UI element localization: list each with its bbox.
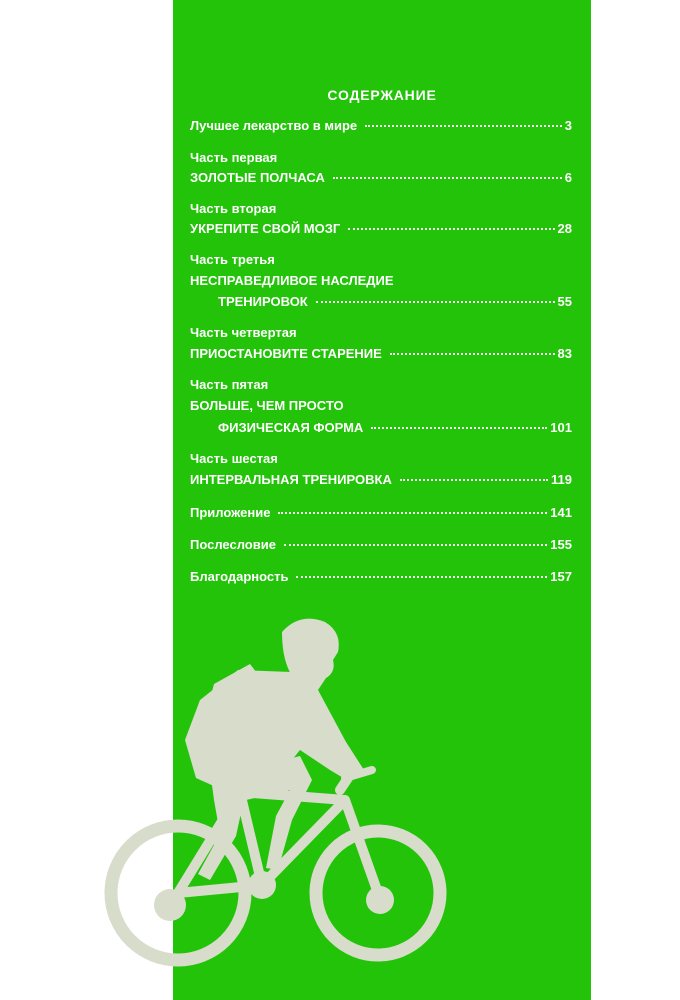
dot-leader — [365, 124, 562, 127]
toc-entry-page: 101 — [550, 420, 572, 435]
toc-entry-part3[interactable] — [218, 294, 572, 310]
dot-leader — [296, 575, 547, 578]
toc-entry-appendix[interactable] — [190, 505, 572, 521]
dot-leader — [400, 478, 548, 481]
toc-entry-name: Благодарность — [190, 569, 289, 584]
toc-entry-name: ЗОЛОТЫЕ ПОЛЧАСА — [190, 170, 325, 185]
toc-entry-page: 155 — [550, 537, 572, 552]
dot-leader — [371, 426, 547, 429]
part-label: Часть вторая — [190, 201, 277, 216]
dot-leader — [333, 176, 562, 179]
toc-title: СОДЕРЖАНИЕ — [327, 87, 437, 103]
toc-entry-page: 28 — [557, 221, 572, 236]
toc-entry-page: 119 — [551, 472, 572, 487]
rear-hub — [154, 889, 186, 921]
toc-entry-part1[interactable] — [190, 170, 572, 186]
toc-entry-part2[interactable] — [190, 221, 572, 237]
toc-entry-page: 6 — [564, 170, 572, 185]
toc-entry-part6[interactable] — [190, 472, 572, 488]
toc-entry-name: ИНТЕРВАЛЬНАЯ ТРЕНИРОВКА — [190, 472, 392, 487]
toc-entry-page: 83 — [557, 346, 572, 361]
toc-entry-name: ТРЕНИРОВОК — [218, 294, 308, 309]
front-hub — [366, 886, 394, 914]
toc-entry-afterword[interactable] — [190, 537, 572, 553]
dot-leader — [278, 511, 547, 514]
toc-entry-name-line1[interactable]: НЕСПРАВЕДЛИВОЕ НАСЛЕДИЕ — [190, 273, 394, 288]
toc-entry-page: 141 — [550, 505, 572, 520]
toc-entry-name: Лучшее лекарство в мире — [190, 118, 358, 133]
toc-entry-part5[interactable] — [218, 420, 572, 436]
part-label: Часть третья — [190, 252, 275, 267]
dot-leader — [316, 300, 555, 303]
part-label: Часть первая — [190, 150, 278, 165]
chainring — [248, 871, 276, 899]
part-label: Часть пятая — [190, 377, 269, 392]
dot-leader — [348, 227, 554, 230]
toc-entry-page: 3 — [564, 118, 572, 133]
toc-entry-intro[interactable] — [190, 118, 572, 134]
toc-entry-name-line1[interactable]: БОЛЬШЕ, ЧЕМ ПРОСТО — [190, 398, 344, 413]
toc-entry-name: УКРЕПИТЕ СВОЙ МОЗГ — [190, 221, 341, 236]
toc-entry-name: Приложение — [190, 505, 271, 520]
toc-entry-name: ПРИОСТАНОВИТЕ СТАРЕНИЕ — [190, 346, 382, 361]
part-label: Часть шестая — [190, 451, 278, 466]
toc-entry-name: ФИЗИЧЕСКАЯ ФОРМА — [218, 420, 364, 435]
toc-entry-page: 55 — [557, 294, 572, 309]
part-label: Часть четвертая — [190, 325, 297, 340]
dot-leader — [390, 352, 555, 355]
toc-entry-part4[interactable] — [190, 346, 572, 362]
toc-entry-page: 157 — [550, 569, 572, 584]
toc-entry-thanks[interactable] — [190, 569, 572, 585]
dot-leader — [284, 543, 547, 546]
toc-entry-name: Послесловие — [190, 537, 276, 552]
